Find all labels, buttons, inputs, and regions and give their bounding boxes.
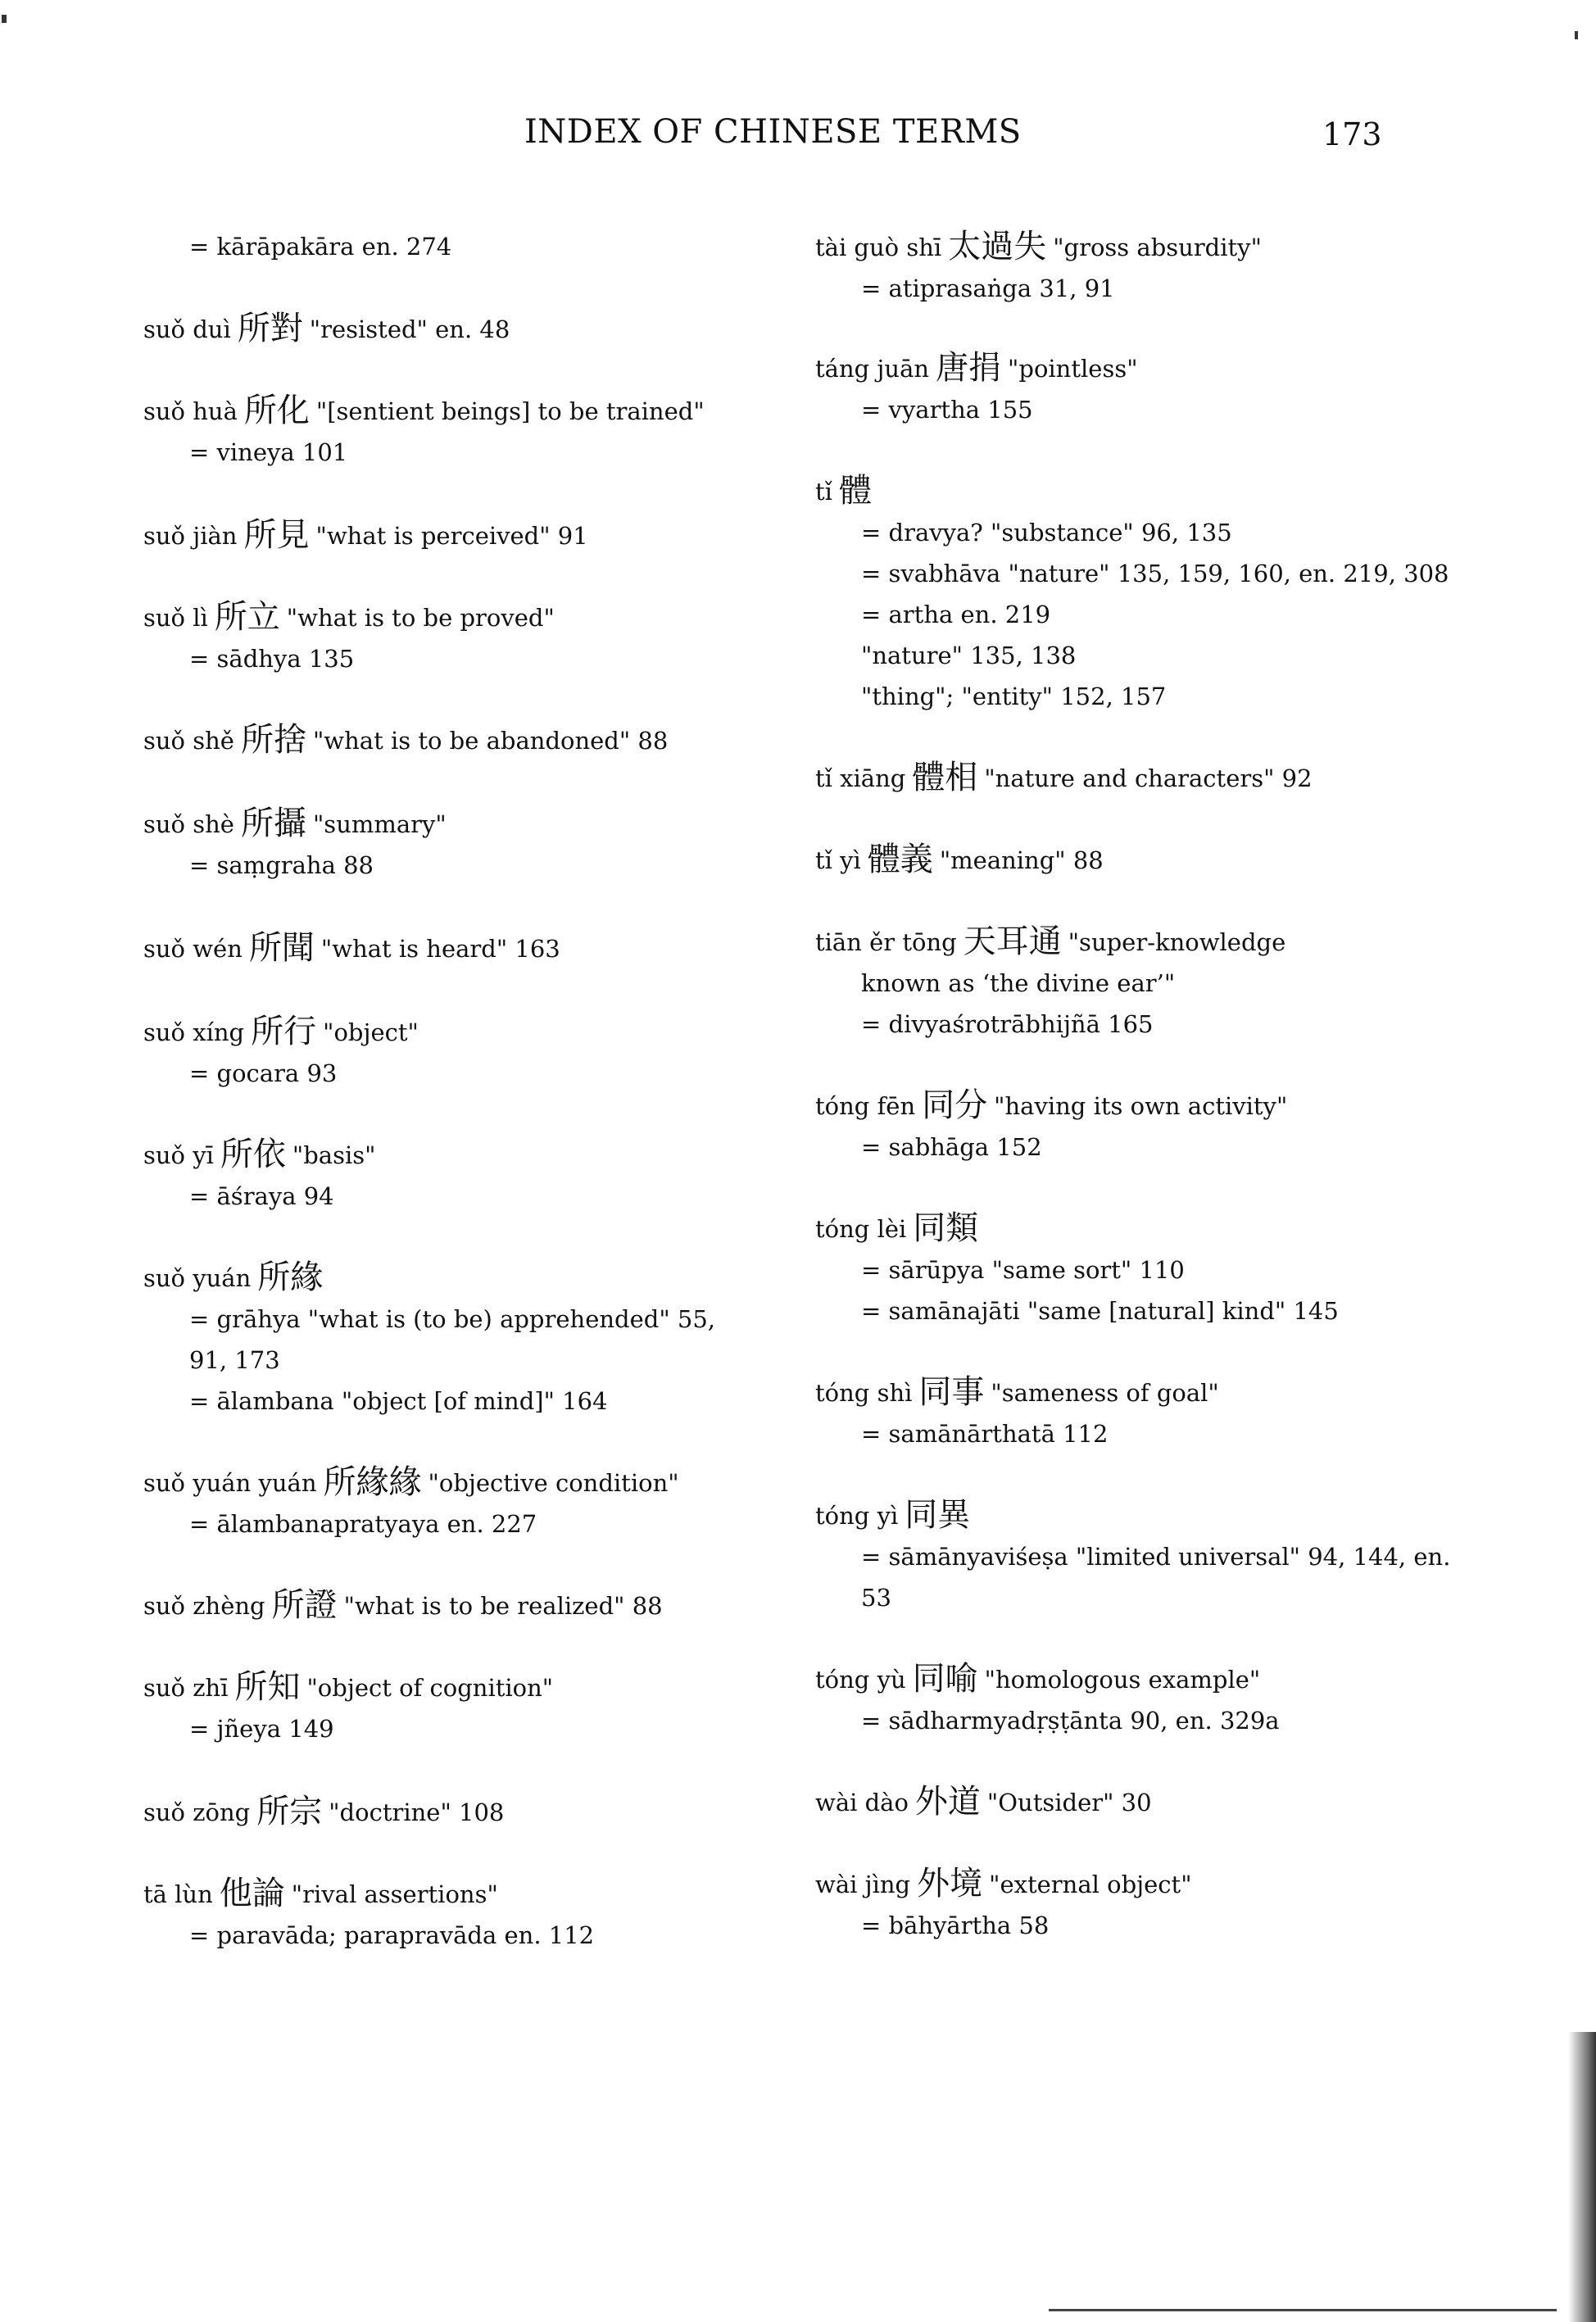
entry-subline: = vyartha 155: [861, 396, 1033, 424]
index-entry: [815, 1372, 1219, 1454]
index-entry: [815, 1085, 1287, 1168]
pinyin-term: suǒ wén: [143, 935, 243, 963]
entry-headline: [143, 927, 560, 969]
pinyin-term: suǒ xíng: [143, 1018, 245, 1046]
pinyin-term: tiān ěr tōng: [815, 928, 957, 956]
entry-headline: [815, 757, 1313, 799]
english-gloss: "homologous example": [984, 1666, 1261, 1694]
index-entry: [815, 347, 1138, 430]
entry-headline: [143, 308, 510, 350]
entry-subline: "nature" 135, 138: [861, 642, 1077, 669]
english-gloss: "super-knowledge: [1068, 928, 1286, 956]
entry-headline: [143, 1011, 419, 1053]
entry-headline: [815, 1372, 1219, 1413]
index-entry: [143, 719, 668, 761]
entry-headline: [143, 1873, 594, 1915]
running-header-title: INDEX OF CHINESE TERMS: [524, 113, 1022, 151]
index-entry: [815, 1208, 1339, 1331]
chinese-characters: 同異: [905, 1496, 971, 1534]
english-gloss: "doctrine" 108: [329, 1798, 505, 1826]
pinyin-term: tóng yù: [815, 1666, 906, 1694]
chinese-characters: 外道: [914, 1783, 981, 1821]
index-entry: [143, 927, 560, 969]
english-gloss: "what is perceived" 91: [315, 522, 588, 550]
index-entry: [143, 596, 555, 679]
chinese-characters: 所立: [214, 598, 280, 636]
chinese-characters: 所緣: [257, 1259, 324, 1296]
pinyin-term: tǐ xiāng: [815, 764, 906, 792]
pinyin-term: tóng fēn: [815, 1092, 916, 1120]
index-entry: [815, 226, 1262, 309]
index-entry: [143, 1134, 375, 1217]
chinese-characters: 所化: [243, 392, 310, 429]
entry-subline: = āśraya 94: [189, 1182, 334, 1210]
english-gloss: "basis": [292, 1141, 376, 1169]
scan-speck: [1575, 31, 1578, 39]
english-gloss: "summary": [312, 810, 447, 838]
entry-subline: = ālambanapratyaya en. 227: [189, 1510, 537, 1538]
entry-subline: = bāhyārtha 58: [861, 1912, 1050, 1939]
entry-headline: [815, 1863, 1192, 1905]
index-entry: [143, 1011, 419, 1094]
entry-headline: [815, 1085, 1287, 1127]
chinese-characters: 所證: [271, 1586, 338, 1624]
entry-subline: = sādhya 135: [189, 645, 355, 673]
index-entry: [143, 226, 451, 267]
scan-bottom-rule: [1049, 2309, 1557, 2311]
index-entry: [143, 515, 588, 556]
pinyin-term: tóng lèi: [815, 1215, 907, 1243]
index-entry: [143, 1462, 679, 1544]
page-number: 173: [1322, 116, 1382, 152]
english-gloss: "Outsider" 30: [986, 1789, 1152, 1816]
chinese-characters: 所宗: [256, 1793, 323, 1830]
pinyin-term: tóng yì: [815, 1502, 899, 1530]
entry-subline: = sādharmyadṛṣṭānta 90, en. 329a: [861, 1707, 1280, 1735]
chinese-characters: 同喻: [912, 1660, 978, 1698]
entry-subline: = jñeya 149: [189, 1715, 334, 1743]
english-gloss: "what is to be abandoned" 88: [312, 727, 669, 755]
index-entry: [143, 1585, 663, 1626]
pinyin-term: suǒ zhī: [143, 1674, 229, 1702]
entry-headline: [815, 1781, 1152, 1823]
entry-subline: = saṃgraha 88: [189, 851, 374, 879]
entry-headline: [815, 1208, 1339, 1249]
chinese-characters: 所對: [237, 310, 303, 347]
entry-subline: = sabhāga 152: [861, 1133, 1042, 1161]
pinyin-term: tǐ: [815, 478, 832, 506]
english-gloss: "having its own activity": [994, 1092, 1288, 1120]
english-gloss: "what is heard" 163: [320, 935, 560, 963]
entry-headline: [143, 1585, 663, 1626]
chinese-characters: 太過失: [948, 228, 1047, 265]
pinyin-term: táng juān: [815, 355, 930, 383]
entry-subline: = paravāda; parapravāda en. 112: [189, 1921, 595, 1949]
scan-speck: [2, 15, 7, 23]
english-gloss: "meaning" 88: [939, 846, 1104, 874]
entry-subline: = gocara 93: [189, 1059, 338, 1087]
entry-subline: = grāhya "what is (to be) apprehended" 55,: [189, 1305, 716, 1333]
pinyin-term: suǒ yī: [143, 1141, 214, 1169]
chinese-characters: 所捨: [240, 721, 306, 759]
scanned-page-edge: [1568, 2032, 1596, 2322]
chinese-characters: 體: [838, 472, 872, 510]
entry-headline: [143, 390, 705, 432]
index-entry: [815, 757, 1313, 799]
entry-subline: = divyaśrotrābhijñā 165: [861, 1010, 1154, 1038]
entry-headline: [815, 347, 1138, 389]
english-gloss: "[sentient beings] to be trained": [315, 397, 705, 425]
entry-subline: = vineya 101: [189, 438, 348, 466]
chinese-characters: 他論: [219, 1875, 285, 1912]
index-entry: [143, 803, 447, 886]
entry-headline: [815, 226, 1262, 268]
entry-headline: [815, 839, 1104, 881]
pinyin-term: suǒ yuán: [143, 1264, 252, 1292]
index-entry: [143, 308, 510, 350]
entry-subline: = samānārthatā 112: [861, 1420, 1109, 1448]
english-gloss: "nature and characters" 92: [984, 764, 1313, 792]
english-gloss: "object": [323, 1018, 419, 1046]
pinyin-term: suǒ shè: [143, 810, 234, 838]
index-entry: [815, 921, 1285, 1045]
entry-subline: = sārūpya "same sort" 110: [861, 1256, 1185, 1284]
pinyin-term: wài jìng: [815, 1871, 911, 1898]
entry-subline: 91, 173: [189, 1346, 280, 1374]
pinyin-term: suǒ shě: [143, 727, 234, 755]
entry-subline: = ālambana "object [of mind]" 164: [189, 1387, 608, 1415]
entry-headline: [143, 596, 555, 638]
entry-headline: [143, 803, 447, 845]
english-gloss: "pointless": [1008, 355, 1138, 383]
index-entry: [143, 1257, 715, 1422]
entry-headline: [815, 921, 1285, 963]
index-entry: [143, 1791, 504, 1833]
pinyin-term: suǒ jiàn: [143, 522, 238, 550]
chinese-characters: 所知: [234, 1668, 301, 1706]
index-entry: [815, 1494, 1450, 1618]
index-entry: [143, 1667, 553, 1749]
entry-headline: [815, 1494, 1450, 1536]
index-entry: [815, 839, 1104, 881]
entry-headline: [143, 1462, 679, 1503]
chinese-characters: 體相: [912, 759, 978, 796]
english-gloss: "external object": [989, 1871, 1192, 1898]
pinyin-term: tǐ yì: [815, 846, 861, 874]
english-gloss: "what is to be realized" 88: [343, 1592, 663, 1620]
chinese-characters: 所聞: [248, 929, 315, 967]
entry-subline: 53: [861, 1584, 891, 1612]
pinyin-term: suǒ duì: [143, 315, 231, 343]
entry-headline: [143, 515, 588, 556]
entry-subline: known as ‘the divine ear’": [861, 969, 1176, 997]
pinyin-term: tā lùn: [143, 1880, 213, 1908]
pinyin-term: tóng shì: [815, 1379, 913, 1407]
english-gloss: "object of cognition": [306, 1674, 554, 1702]
chinese-characters: 唐捐: [936, 349, 1002, 387]
chinese-characters: 外境: [917, 1865, 983, 1902]
chinese-characters: 天耳通: [963, 923, 1062, 960]
entry-subline: = sāmānyaviśeṣa "limited universal" 94, 144, en.: [861, 1543, 1451, 1571]
chinese-characters: 同類: [913, 1209, 979, 1247]
pinyin-term: tài guò shī: [815, 234, 942, 261]
chinese-characters: 所見: [243, 516, 310, 554]
entry-subline: = dravya? "substance" 96, 135: [861, 519, 1232, 546]
chinese-characters: 同分: [922, 1086, 988, 1124]
entry-headline: [815, 1658, 1280, 1700]
english-gloss: "what is to be proved": [286, 604, 555, 632]
chinese-characters: 所行: [251, 1013, 317, 1050]
entry-headline: [815, 470, 1449, 512]
entry-subline: "thing"; "entity" 152, 157: [861, 683, 1167, 710]
entry-subline: = svabhāva "nature" 135, 159, 160, en. 219, 308: [861, 560, 1449, 587]
index-entry: [815, 470, 1449, 717]
english-gloss: "sameness of goal": [991, 1379, 1219, 1407]
chinese-characters: 同事: [918, 1373, 985, 1411]
entry-subline: = atiprasaṅga 31, 91: [861, 274, 1115, 302]
index-entry: [815, 1781, 1152, 1823]
chinese-characters: 所依: [220, 1136, 286, 1173]
entry-subline: = samānajāti "same [natural] kind" 145: [861, 1297, 1339, 1325]
pinyin-term: suǒ zōng: [143, 1798, 251, 1826]
english-gloss: "rival assertions": [291, 1880, 498, 1908]
entry-subline: = artha en. 219: [861, 601, 1051, 628]
entry-subline: = kārāpakāra en. 274: [189, 233, 452, 261]
entry-headline: [143, 1134, 375, 1176]
index-entry: [815, 1658, 1280, 1741]
english-gloss: "resisted" en. 48: [309, 315, 510, 343]
english-gloss: "gross absurdity": [1053, 234, 1262, 261]
pinyin-term: suǒ lì: [143, 604, 208, 632]
chinese-characters: 體義: [867, 841, 933, 878]
pinyin-term: wài dào: [815, 1789, 909, 1816]
index-entry: [143, 390, 705, 473]
index-entry: [815, 1863, 1192, 1946]
chinese-characters: 所緣緣: [323, 1463, 422, 1501]
index-entry: [143, 1873, 594, 1956]
entry-headline: [143, 1667, 553, 1708]
entry-headline: [143, 1791, 504, 1833]
pinyin-term: suǒ yuán yuán: [143, 1469, 317, 1497]
entry-headline: [143, 719, 668, 761]
entry-headline: [143, 1257, 715, 1299]
pinyin-term: suǒ zhèng: [143, 1592, 265, 1620]
english-gloss: "objective condition": [428, 1469, 679, 1497]
pinyin-term: suǒ huà: [143, 397, 238, 425]
chinese-characters: 所攝: [240, 805, 306, 842]
